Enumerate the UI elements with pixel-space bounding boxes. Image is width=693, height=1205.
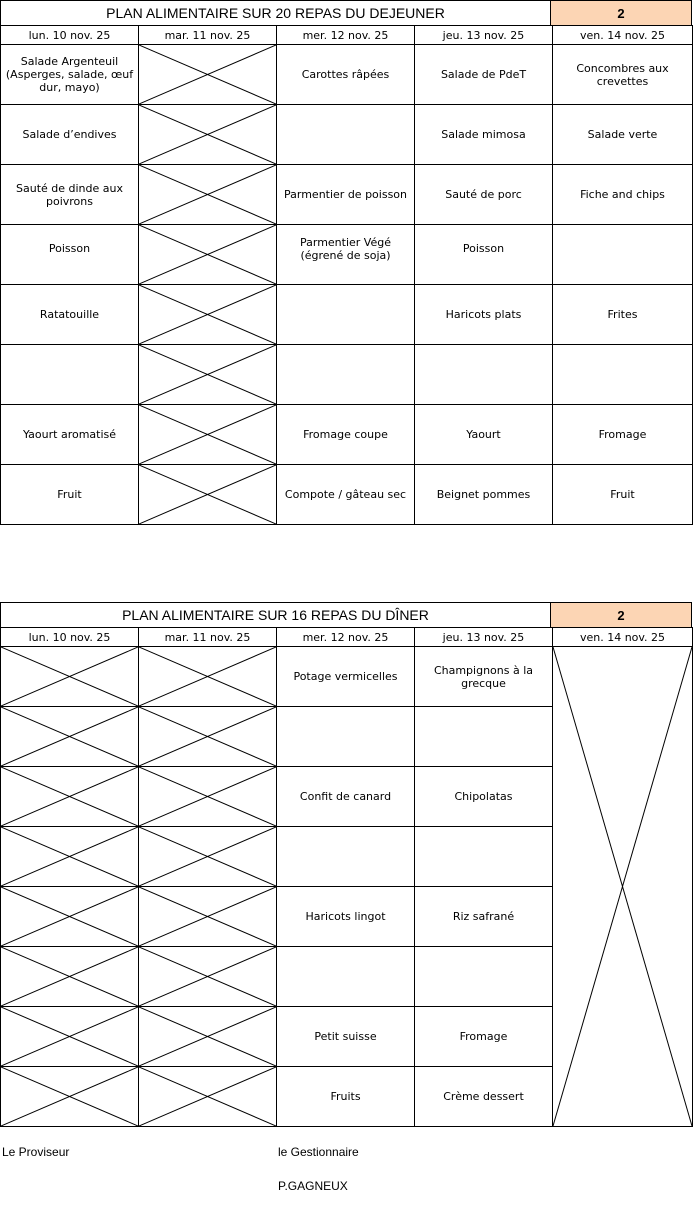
menu-cell: Fiche and chips — [553, 165, 693, 225]
menu-cell — [1, 345, 139, 405]
closed-day-cell — [1, 647, 139, 707]
closed-day-cell — [139, 405, 277, 465]
day-header-tue: mar. 11 nov. 25 — [139, 628, 277, 647]
cross-out-icon — [1, 707, 138, 766]
menu-cell: Carottes râpées — [277, 45, 415, 105]
cross-out-icon — [1, 1067, 138, 1126]
dinner-week-number: 2 — [551, 602, 692, 628]
menu-cell: Fromage coupe — [277, 405, 415, 465]
closed-day-cell — [139, 1007, 277, 1067]
menu-cell — [277, 225, 415, 285]
menu-cell: Fromage — [553, 405, 693, 465]
lunch-row-main-1 — [1, 165, 693, 225]
menu-cell: Yaourt — [415, 405, 553, 465]
menu-cell: Crème dessert — [415, 1067, 553, 1127]
menu-cell — [277, 707, 415, 767]
lunch-plan-title: PLAN ALIMENTAIRE SUR 20 REPAS DU DEJEUNER — [0, 0, 551, 26]
menu-cell: Chipolatas — [415, 767, 553, 827]
menu-cell — [1, 225, 139, 285]
menu-cell — [277, 105, 415, 165]
day-header-mon: lun. 10 nov. 25 — [1, 628, 139, 647]
menu-cell-text: Parmentier Végé (égrené de soja) — [299, 235, 391, 262]
closed-day-cell — [139, 285, 277, 345]
day-header-tue: mar. 11 nov. 25 — [139, 26, 277, 45]
closed-day-cell — [1, 887, 139, 947]
menu-cell — [415, 225, 553, 285]
lunch-title-row — [0, 0, 692, 26]
lunch-row-empty — [1, 345, 693, 405]
menu-cell: Confit de canard — [277, 767, 415, 827]
dinner-title-row — [0, 602, 692, 628]
menu-cell: Parmentier de poisson — [277, 165, 415, 225]
closed-day-cell — [139, 647, 277, 707]
lunch-row-main-2 — [1, 225, 693, 285]
cross-out-icon — [553, 647, 692, 1126]
dinner-day-header-row — [1, 628, 693, 647]
closed-day-cell — [139, 887, 277, 947]
menu-cell — [277, 947, 415, 1007]
cross-out-icon — [139, 165, 276, 224]
menu-cell — [553, 345, 693, 405]
closed-day-cell — [1, 1007, 139, 1067]
cross-out-icon — [139, 1007, 276, 1066]
lunch-row-dessert — [1, 465, 693, 525]
menu-cell — [415, 947, 553, 1007]
cross-out-icon — [139, 225, 276, 284]
menu-cell: Sauté de dinde aux poivrons — [1, 165, 139, 225]
closed-day-cell — [1, 707, 139, 767]
menu-cell: Salade mimosa — [415, 105, 553, 165]
menu-cell: Fruit — [1, 465, 139, 525]
menu-cell: Fromage — [415, 1007, 553, 1067]
closed-day-cell — [1, 947, 139, 1007]
menu-cell: Fruit — [553, 465, 693, 525]
menu-cell: Salade de PdeT — [415, 45, 553, 105]
menu-cell: Champignons à la grecque — [415, 647, 553, 707]
day-header-fri: ven. 14 nov. 25 — [553, 26, 693, 45]
closed-day-cell — [139, 225, 277, 285]
cross-out-icon — [139, 767, 276, 826]
menu-cell: Salade d’endives — [1, 105, 139, 165]
menu-cell: Ratatouille — [1, 285, 139, 345]
cross-out-icon — [139, 647, 276, 706]
cross-out-icon — [139, 1067, 276, 1126]
cross-out-icon — [139, 345, 276, 404]
lunch-day-header-row — [1, 26, 693, 45]
closed-day-cell — [139, 345, 277, 405]
lunch-row-dairy — [1, 405, 693, 465]
day-header-thu: jeu. 13 nov. 25 — [415, 628, 553, 647]
menu-cell: Fruits — [277, 1067, 415, 1127]
cross-out-icon — [139, 947, 276, 1006]
cross-out-icon — [139, 405, 276, 464]
menu-cell: Concombres aux crevettes — [553, 45, 693, 105]
gestionnaire-signature-label: le Gestionnaire — [278, 1145, 359, 1159]
menu-cell — [277, 285, 415, 345]
menu-cell: Riz safrané — [415, 887, 553, 947]
dinner-menu-table — [0, 627, 693, 1127]
menu-cell: Haricots plats — [415, 285, 553, 345]
menu-cell: Compote / gâteau sec — [277, 465, 415, 525]
cross-out-icon — [1, 1007, 138, 1066]
closed-day-cell — [139, 707, 277, 767]
day-header-wed: mer. 12 nov. 25 — [277, 26, 415, 45]
closed-day-cell — [139, 165, 277, 225]
lunch-menu-table — [0, 25, 693, 525]
menu-cell: Yaourt aromatisé — [1, 405, 139, 465]
cross-out-icon — [139, 887, 276, 946]
closed-day-cell — [1, 827, 139, 887]
menu-cell-text: Poisson — [462, 242, 505, 255]
menu-cell-text: Poisson — [48, 242, 91, 255]
menu-cell — [277, 827, 415, 887]
menu-cell — [553, 225, 693, 285]
menu-cell: Salade verte — [553, 105, 693, 165]
menu-cell: Frites — [553, 285, 693, 345]
lunch-row-starter-2 — [1, 105, 693, 165]
cross-out-icon — [1, 767, 138, 826]
cross-out-icon — [139, 465, 276, 524]
cross-out-icon — [139, 285, 276, 344]
menu-cell — [415, 827, 553, 887]
closed-day-cell — [1, 1067, 139, 1127]
day-header-mon: lun. 10 nov. 25 — [1, 26, 139, 45]
cross-out-icon — [139, 45, 276, 104]
closed-day-cell — [139, 767, 277, 827]
dinner-row-starter — [1, 647, 693, 707]
gestionnaire-name: P.GAGNEUX — [278, 1179, 348, 1193]
cross-out-icon — [1, 887, 138, 946]
menu-cell — [415, 345, 553, 405]
closed-day-cell — [139, 1067, 277, 1127]
closed-day-column — [553, 647, 693, 1127]
lunch-row-side — [1, 285, 693, 345]
menu-cell: Potage vermicelles — [277, 647, 415, 707]
day-header-wed: mer. 12 nov. 25 — [277, 628, 415, 647]
cross-out-icon — [1, 647, 138, 706]
menu-cell: Beignet pommes — [415, 465, 553, 525]
cross-out-icon — [139, 707, 276, 766]
closed-day-cell — [139, 465, 277, 525]
menu-cell: Petit suisse — [277, 1007, 415, 1067]
closed-day-cell — [1, 767, 139, 827]
menu-cell: Salade Argenteuil (Asperges, salade, œuf dur, mayo) — [1, 45, 139, 105]
closed-day-cell — [139, 947, 277, 1007]
cross-out-icon — [139, 827, 276, 886]
cross-out-icon — [1, 947, 138, 1006]
closed-day-cell — [139, 45, 277, 105]
cross-out-icon — [139, 105, 276, 164]
dinner-plan-title: PLAN ALIMENTAIRE SUR 16 REPAS DU DÎNER — [0, 602, 551, 628]
closed-day-cell — [139, 827, 277, 887]
menu-cell: Haricots lingot — [277, 887, 415, 947]
menu-cell — [277, 345, 415, 405]
lunch-week-number: 2 — [551, 0, 692, 26]
menu-cell: Sauté de porc — [415, 165, 553, 225]
cross-out-icon — [1, 827, 138, 886]
menu-cell — [415, 707, 553, 767]
closed-day-cell — [139, 105, 277, 165]
proviseur-signature-label: Le Proviseur — [2, 1145, 70, 1159]
day-header-thu: jeu. 13 nov. 25 — [415, 26, 553, 45]
day-header-fri: ven. 14 nov. 25 — [553, 628, 693, 647]
lunch-row-starter-1 — [1, 45, 693, 105]
